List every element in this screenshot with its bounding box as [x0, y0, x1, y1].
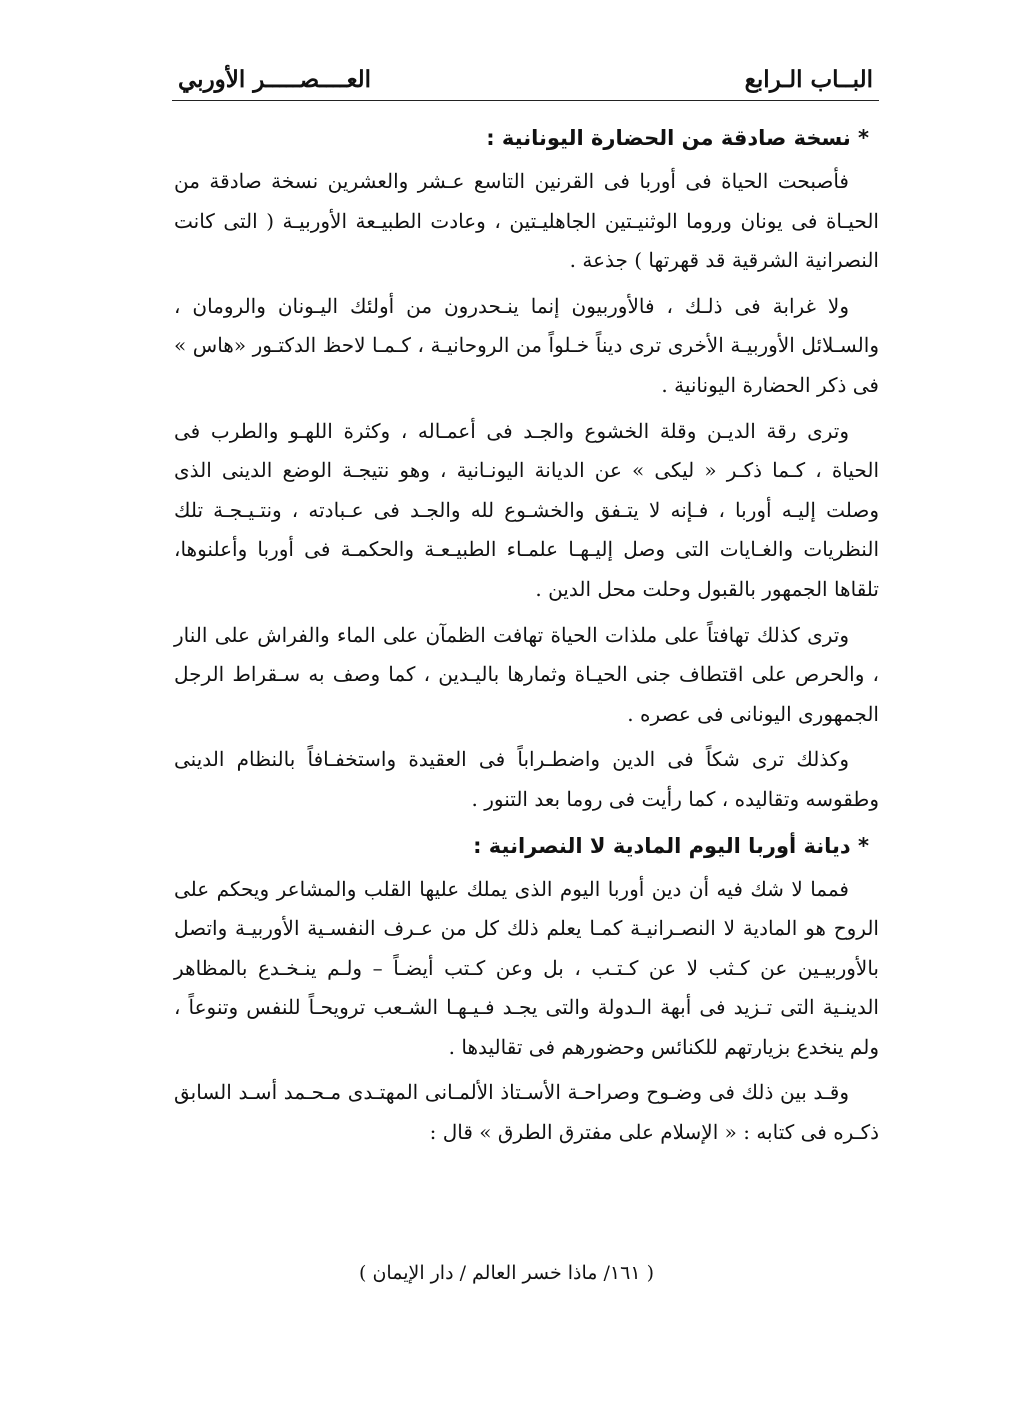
paragraph: وكذلك ترى شكاً فى الدين واضطـراباً فى العقيدة واستخفـافاً بالنظام الدينى وطقوسه وتقاليده ، كما رأيت فى روما بعد التنور . [174, 747, 879, 811]
paragraph: فمما لا شك فيه أن دين أوربا اليوم الذى يملك عليها القلب والمشاعر ويحكم على الروح هو المادية لا النصـرانيـة كمـا يعلم ذلك كل من عـرف النفسـية الأوربيـة واتصل بالأوربيـين عن كـثب لا عن كـتـب ، بل وعن كـتب أيضـاً – ولـم ينـخـدع بالمظاهر الدينـية التى تـزيد فى أبهة الـدولة والتى يجـد فـيـهـا الشـعب ترويحـاً للنفس وتنوعاً ، ولم ينخدع بزيارتهم للكنائس وحضورهم فى تقاليدها . [174, 876, 879, 1059]
paragraph: ولا غرابة فى ذلـك ، فالأوربيون إنما ينـحدرون من أولئك اليـونان والرومان ، والسـلائل الأوربيـة الأخرى ترى ديناً خـلواً من الروحانيـة ، كـمـا لاحظ الدكتـور «هاس » فى ذكر الحضارة اليونانية . [174, 293, 879, 397]
page-footer: ( ١٦١/ ماذا خسر العالم / دار الإيمان ) [359, 1262, 654, 1284]
paragraph: وترى رقة الديـن وقلة الخشوع والجـد فى أعمـاله ، وكثرة اللهـو والطرب فى الحياة ، كـما ذكـر « ليكى » عن الديانة اليونـانية ، وهو نتيجـة الوضع الدينى الذى وصلت إليـه أوربا ، فـإنه لا يتـفق والخشـوع لله والجـد فى عـبادته ، ونتـيـجـة تلك النظريات والغـايات التى وصل إليـهـا علمـاء الطبيـعـة والحكمـة فى أوربا وأعلنوها، تلقاها الجمهور بالقبول وحلت محل الدين . [174, 418, 879, 601]
paragraph: وترى كذلك تهافتاً على ملذات الحياة تهافت الظمآن على الماء والفراش على النار ، والحرص على اقتطاف جنى الحيـاة وثمارها باليـدين ، كما وصف به سـقراط الرجل الجمهورى اليونانى فى عصره . [174, 622, 879, 726]
section-title: العــــصـــــر الأوربي [178, 66, 372, 93]
paragraph: وقـد بين ذلك فى وضـوح وصراحـة الأسـتاذ الألمـانى المهتـدى مـحـمد أسـد السابق ذكـره فى كتابه : « الإسلام على مفترق الطرق » قال : [174, 1080, 879, 1145]
chapter-title: البــاب الـرابع [744, 66, 873, 93]
paragraph: فأصبحت الحياة فى أوربا فى القرنين التاسع عـشر والعشرين نسخة صادقة من الحيـاة فى يونان وروما الوثنيـتين الجاهليـتين ، وعادت الطبيـعة الأوربيـة ( التى كانت النصرانية الشرقية قد قهرتها ) جذعة . [174, 169, 879, 273]
section-heading-greek-civilization: * نسخة صادقة من الحضارة اليونانية : [486, 126, 869, 150]
section-heading-materialism: * ديانة أوربا اليوم المادية لا النصرانية : [473, 833, 869, 858]
running-header [172, 62, 879, 101]
page-body [174, 118, 879, 1159]
